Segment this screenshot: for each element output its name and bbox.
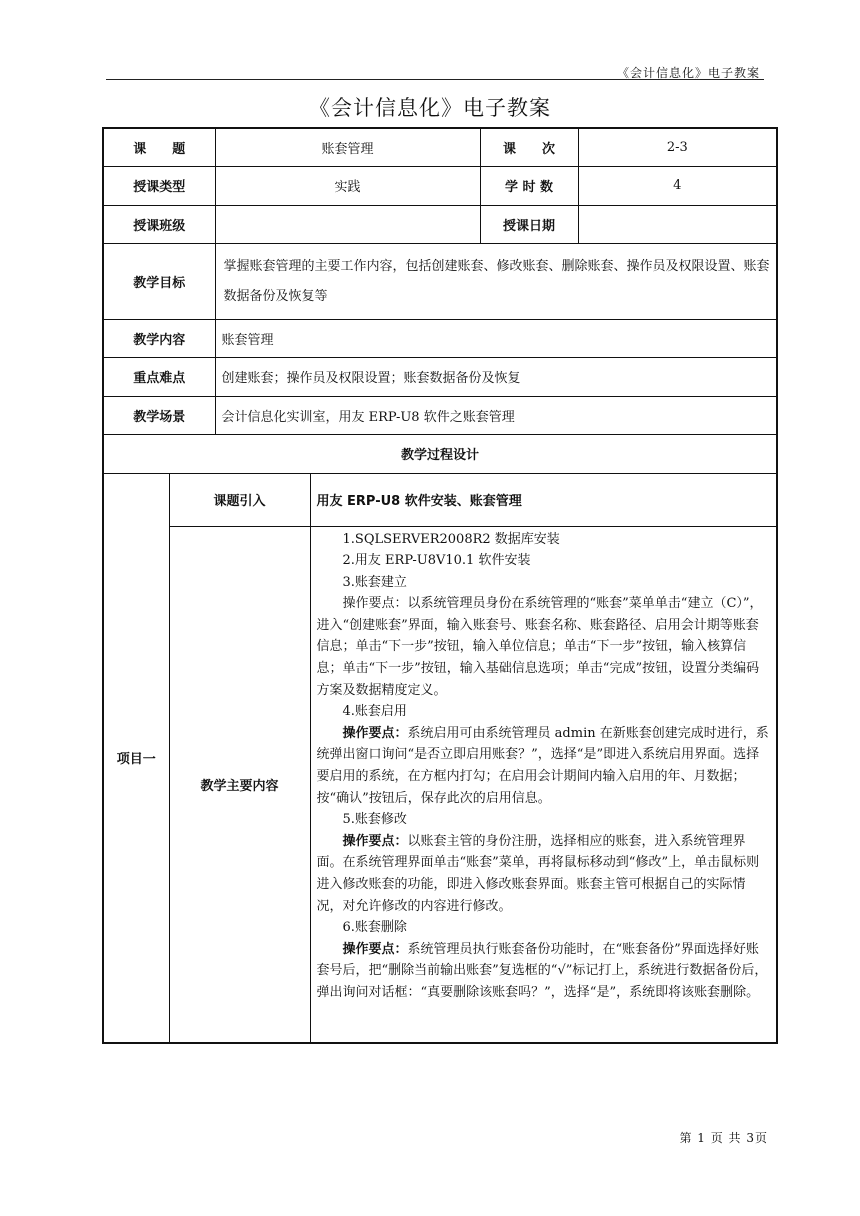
step-3: 3.账套建立 bbox=[342, 574, 407, 590]
hours-label: 学 时 数 bbox=[480, 166, 578, 205]
step-6: 6.账套删除 bbox=[342, 920, 407, 936]
date-label: 授课日期 bbox=[480, 205, 578, 243]
process-heading: 教学过程设计 bbox=[103, 434, 777, 473]
row-process-heading bbox=[103, 434, 777, 473]
scene-value: 会计信息化实训室，用友 ERP-U8 软件之账套管理 bbox=[215, 396, 777, 434]
row-class bbox=[103, 205, 777, 243]
step-6-key: 操作要点： bbox=[342, 941, 408, 957]
goal-label: 教学目标 bbox=[103, 243, 215, 319]
lesson-plan-table bbox=[102, 127, 778, 1044]
key-value: 创建账套；操作员及权限设置；账套数据备份及恢复 bbox=[215, 357, 777, 396]
lesson-value: 2-3 bbox=[578, 128, 777, 166]
step-6-text: 系统管理员执行账套备份功能时，在“账套备份”界面选择好账套号后，把“删除当前输出账套”复选框的“√”标记打上，系统进行数据备份后，弹出询问对话框：“真要删除该账套吗？”，选择“是”，系统即将该账套删除。 bbox=[316, 941, 768, 1000]
intro-value: 用友 ERP-U8 软件安装、账套管理 bbox=[310, 473, 777, 526]
row-scene bbox=[103, 396, 777, 434]
lesson-label: 课 次 bbox=[480, 128, 578, 166]
row-intro bbox=[103, 473, 777, 526]
course-value: 账套管理 bbox=[215, 128, 480, 166]
scene-label: 教学场景 bbox=[103, 396, 215, 434]
header-rule bbox=[106, 79, 764, 80]
type-value: 实践 bbox=[215, 166, 480, 205]
document-title: 《会计信息化》电子教案 bbox=[309, 96, 551, 120]
row-type bbox=[103, 166, 777, 205]
step-4-text: 系统启用可由系统管理员 admin 在新账套创建完成时进行，系统弹出窗口询问“是否立即启用账套？”，选择“是”即进入系统启用界面。选择要启用的系统，在方框内打勾；在启用会计期间内输入启用的年、月数据；按“确认”按钮后，保存此次的启用信息。 bbox=[316, 725, 769, 806]
step-6-detail bbox=[317, 939, 771, 1004]
step-4-detail bbox=[317, 723, 771, 809]
content-value: 账套管理 bbox=[215, 319, 777, 357]
type-label: 授课类型 bbox=[103, 166, 215, 205]
class-label: 授课班级 bbox=[103, 205, 215, 243]
page-header-right: 《会计信息化》电子教案 bbox=[616, 66, 760, 80]
step-1: 1.SQLSERVER2008R2 数据库安装 bbox=[342, 531, 560, 547]
main-content bbox=[310, 526, 777, 1043]
class-value bbox=[215, 205, 480, 243]
main-label: 教学主要内容 bbox=[169, 526, 310, 1043]
content-label: 教学内容 bbox=[103, 319, 215, 357]
row-main-content bbox=[103, 526, 777, 1043]
step-5: 5.账套修改 bbox=[342, 812, 407, 828]
row-course bbox=[103, 128, 777, 166]
row-goal bbox=[103, 243, 777, 319]
row-content bbox=[103, 319, 777, 357]
page-number: 第 1 页 共 3页 bbox=[679, 1131, 768, 1145]
step-4: 4.账套启用 bbox=[342, 704, 407, 720]
step-4-key: 操作要点： bbox=[342, 725, 408, 741]
project-label: 项目一 bbox=[103, 473, 169, 1043]
key-label: 重点难点 bbox=[103, 357, 215, 396]
row-key bbox=[103, 357, 777, 396]
step-5-text: 以账套主管的身份注册，选择相应的账套，进入系统管理界面。在系统管理界面单击“账套”菜单，再将鼠标移动到“修改”上，单击鼠标则进入修改账套的功能，即进入修改账套界面。账套主管可根据自己的实际情况，对允许修改的内容进行修改。 bbox=[316, 833, 760, 914]
date-value bbox=[578, 205, 777, 243]
step-2: 2.用友 ERP-U8V10.1 软件安装 bbox=[342, 553, 531, 569]
goal-value: 掌握账套管理的主要工作内容，包括创建账套、修改账套、删除账套、操作员及权限设置、账套数据备份及恢复等 bbox=[215, 243, 777, 319]
step-5-detail bbox=[317, 831, 771, 917]
step-3-detail: 操作要点：以系统管理员身份在系统管理的“账套”菜单单击“建立（C）”，进入“创建账套”界面，输入账套号、账套名称、账套路径、启用会计期等账套信息；单击“下一步”按钮，输入单位信息；单击“下一步”按钮，输入核算信息；单击“下一步”按钮，输入基础信息选项；单击“完成”按钮，设置分类编码方案及数据精度定义。 bbox=[316, 596, 763, 698]
hours-value: 4 bbox=[578, 166, 777, 205]
course-label: 课 题 bbox=[103, 128, 215, 166]
intro-label: 课题引入 bbox=[169, 473, 310, 526]
step-5-key: 操作要点： bbox=[342, 833, 408, 849]
